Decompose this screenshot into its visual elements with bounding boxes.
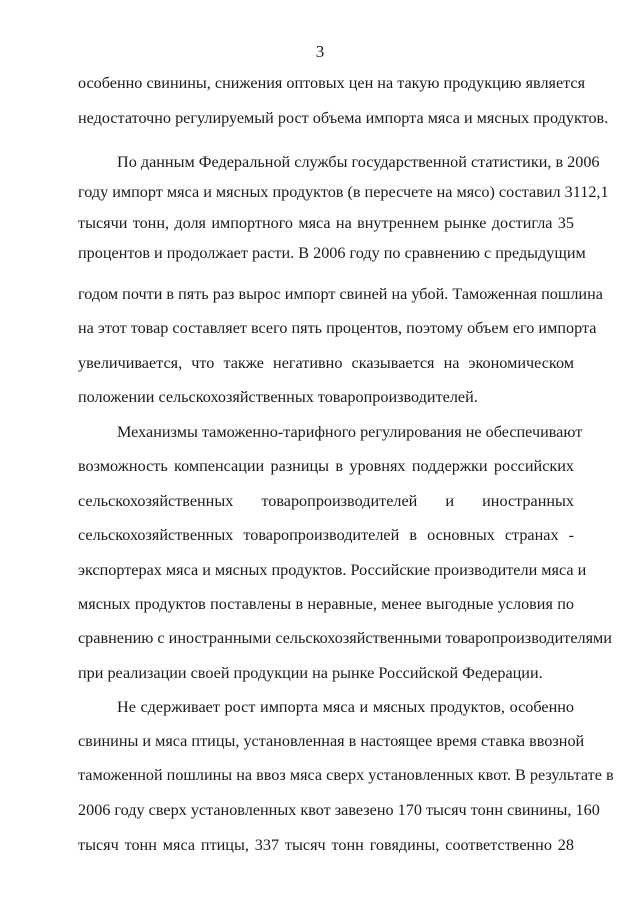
- text-line: увеличивается, что также негативно сказывается на экономическом: [78, 354, 574, 372]
- text-line: свинины и мяса птицы, установленная в настоящее время ставка ввозной: [78, 732, 585, 750]
- text-line: тысячи тонн, доля импортного мяса на внутреннем рынке достигла 35: [78, 214, 574, 232]
- text-line: тысяч тонн мяса птицы, 337 тысяч тонн говядины, соответственно 28: [78, 836, 574, 854]
- text-line: 2006 году сверх установленных квот завезено 170 тысяч тонн свинины, 160: [78, 801, 600, 819]
- text-line: Механизмы таможенно-тарифного регулирования не обеспечивают: [117, 423, 583, 441]
- text-line: возможность компенсации разницы в уровнях поддержки российских: [78, 457, 574, 475]
- text-line: недостаточно регулируемый рост объема импорта мяса и мясных продуктов.: [78, 109, 609, 127]
- text-line: на этот товар составляет всего пять процентов, поэтому объем его импорта: [78, 319, 597, 337]
- text-line: году импорт мяса и мясных продуктов (в пересчете на мясо) составил 3112,1: [78, 183, 609, 201]
- text-line: По данным Федеральной службы государственной статистики, в 2006: [117, 153, 600, 171]
- text-line: Не сдерживает рост импорта мяса и мясных продуктов, особенно: [117, 698, 574, 716]
- text-line: сельскохозяйственных товаропроизводителей в основных странах -: [78, 526, 574, 544]
- text-line: процентов и продолжает расти. В 2006 году по сравнению с предыдущим: [78, 244, 586, 262]
- text-line: таможенной пошлины на ввоз мяса сверх установленных квот. В результате в: [78, 766, 614, 784]
- page-number: 3: [315, 42, 325, 61]
- text-line: положении сельскохозяйственных товаропроизводителей.: [78, 388, 478, 406]
- text-line: сравнению с иностранными сельскохозяйственными товаропроизводителями: [78, 629, 612, 647]
- text-line: годом почти в пять раз вырос импорт свиней на убой. Таможенная пошлина: [78, 285, 603, 303]
- text-line: сельскохозяйственных товаропроизводителей и иностранных: [78, 492, 574, 510]
- text-line: мясных продуктов поставлены в неравные, менее выгодные условия по: [78, 595, 574, 613]
- text-line: экспортерах мяса и мясных продуктов. Российские производители мяса и: [78, 561, 587, 579]
- text-line: при реализации своей продукции на рынке Российской Федерации.: [78, 664, 543, 682]
- text-line: особенно свинины, снижения оптовых цен на такую продукцию является: [78, 74, 586, 92]
